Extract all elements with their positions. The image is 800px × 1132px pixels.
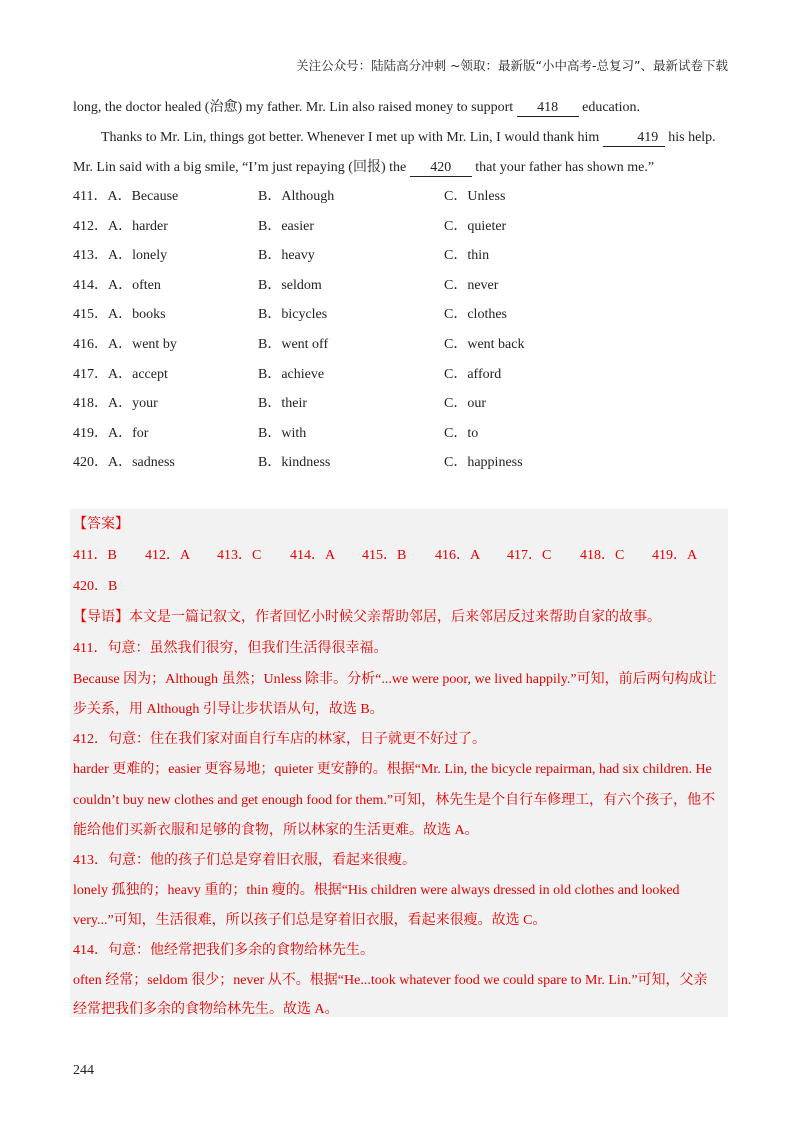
blank-418: 418 [517,100,579,117]
answer-title: 【答案】 [73,517,129,532]
answer-key: 417．C [507,548,552,563]
blank-419: 419 [603,130,665,147]
explanation-line: 能给他们买新衣服和足够的食物，所以林家的生活更难。故选 A。 [73,823,479,838]
option-row: 412．A．harder B．easier C．quieter [73,218,507,234]
explanation-line: lonely 孤独的；heavy 重的；thin 瘦的。根据“His children were always dressed in old clothes and looked [73,883,680,898]
answer-key: 420．B [73,579,118,594]
answer-key: 414．A [290,548,336,563]
answer-key: 413．C [217,548,262,563]
options-list [73,185,733,481]
option-row: 419．A．for B．with C．to [73,425,479,441]
answer-keys-row-1 [73,544,723,564]
option-row: 420．A．sadness B．kindness C．happiness [73,455,523,471]
explanation-line: often 经常；seldom 很少；never 从不。根据“He...took whatever food we could spare to Mr. Lin.”可知，父亲 [73,973,708,988]
explanation-line: 经常把我们多余的食物给林先生。故选 A。 [73,1002,339,1017]
explanation-line: very...”可知，生活很难，所以孩子们总是穿着旧衣服，看起来很瘦。故选 C。 [73,913,547,928]
answer-key: 415．B [362,548,407,563]
option-row: 417．A．accept B．achieve C．afford [73,366,502,382]
explanation-line: Because 因为；Although 虽然；Unless 除非。分析“...we were poor, we lived happily.”可知，前后两句构成让 [73,672,717,687]
option-row: 415．A．books B．bicycles C．clothes [73,307,507,323]
answer-key: 419．A [652,548,698,563]
explanation-line: 412．句意：住在我们家对面自行车店的林家，日子就更不好过了。 [73,732,486,747]
option-row: 418．A．your B．their C．our [73,396,486,412]
option-row: 411．A．Because B．Although C．Unless [73,189,506,204]
page-number: 244 [73,1063,94,1078]
explanation-line: 411．句意：虽然我们很穷，但我们生活得很幸福。 [73,641,388,656]
blank-420: 420 [410,160,472,177]
answer-key: 418．C [580,548,625,563]
passage-line-3: Mr. Lin said with a big smile, “I’m just repaying (回报) the 420 that your father has shown me.” [73,160,655,175]
explanation-line: 步关系，用 Although 引导让步状语从句，故选 B。 [73,702,384,717]
passage-line-1: long, the doctor healed (治愈) my father. Mr. Lin also raised money to support 418 education. [73,100,641,115]
passage-line-2: Thanks to Mr. Lin, things got better. Whenever I met up with Mr. Lin, I would thank him 419 his help. [101,130,716,145]
answer-key: 416．A [435,548,481,563]
explanation-line: couldn’t buy new clothes and get enough food for them.”可知，林先生是个自行车修理工，有六个孩子，他不 [73,793,716,808]
explanation-line: 414．句意：他经常把我们多余的食物给林先生。 [73,943,374,958]
passage [73,93,733,183]
page-header: 关注公众号：陆陆高分冲刺 ~领取：最新版“小中高考-总复习”、最新试卷下载 [296,58,728,73]
explanation-line: harder 更难的；easier 更容易地；quieter 更安静的。根据“Mr. Lin, the bicycle repairman, had six children. He [73,762,712,777]
option-row: 416．A．went by B．went off C．went back [73,336,525,352]
answer-key: 411．B [73,548,117,563]
explanation-line: 413．句意：他的孩子们总是穿着旧衣服，看起来很瘦。 [73,853,416,868]
option-row: 414．A．often B．seldom C．never [73,277,499,293]
answer-key: 412．A [145,548,191,563]
option-row: 413．A．lonely B．heavy C．thin [73,248,490,264]
explanation-line: 【导语】本文是一篇记叙文，作者回忆小时候父亲帮助邻居，后来邻居反过来帮助自家的故事。 [73,610,661,625]
answer-explanation-box [70,509,728,1017]
